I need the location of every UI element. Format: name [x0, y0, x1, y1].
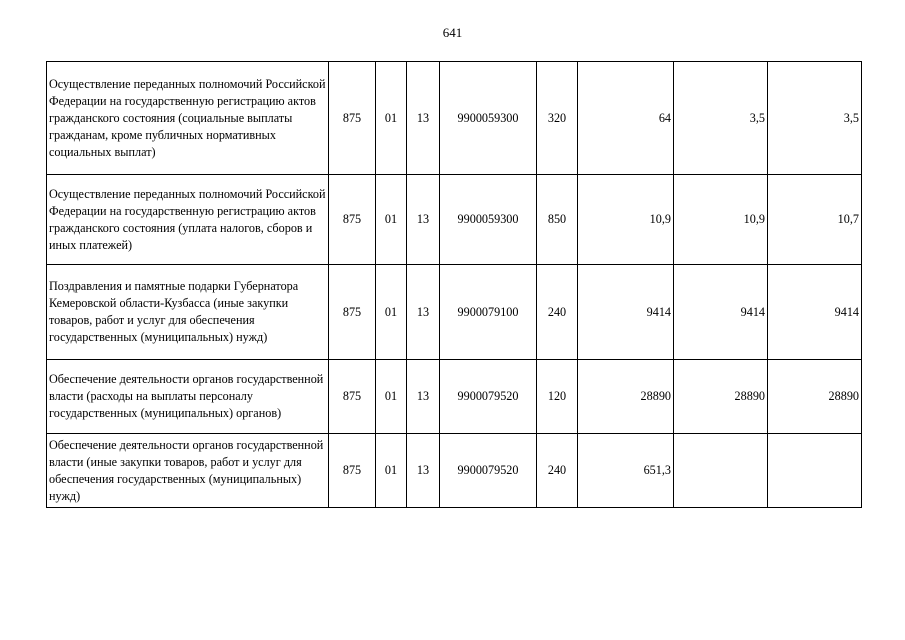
ministry-code: 875 [329, 62, 376, 175]
amount-year-3: 3,5 [768, 62, 862, 175]
section-code: 01 [376, 175, 407, 265]
amount-year-2: 10,9 [674, 175, 768, 265]
expense-type-code: 240 [537, 265, 578, 360]
amount-year-1: 651,3 [578, 434, 674, 508]
table-row [47, 360, 862, 434]
ministry-code: 875 [329, 175, 376, 265]
target-article-code: 9900079100 [440, 265, 537, 360]
amount-year-1: 10,9 [578, 175, 674, 265]
amount-year-2: 9414 [674, 265, 768, 360]
subsection-code: 13 [407, 360, 440, 434]
table-row [47, 265, 862, 360]
expense-description: Обеспечение деятельности органов государственной власти (иные закупки товаров, работ и услуг для обеспечения государственных (муниципальных) нужд) [47, 434, 329, 508]
amount-year-3: 10,7 [768, 175, 862, 265]
subsection-code: 13 [407, 434, 440, 508]
amount-year-3: 9414 [768, 265, 862, 360]
table-row [47, 175, 862, 265]
amount-year-1: 9414 [578, 265, 674, 360]
ministry-code: 875 [329, 360, 376, 434]
subsection-code: 13 [407, 62, 440, 175]
target-article-code: 9900059300 [440, 62, 537, 175]
amount-year-3 [768, 434, 862, 508]
amount-year-3: 28890 [768, 360, 862, 434]
target-article-code: 9900079520 [440, 360, 537, 434]
amount-year-2: 28890 [674, 360, 768, 434]
ministry-code: 875 [329, 434, 376, 508]
expense-description: Поздравления и памятные подарки Губернатора Кемеровской области-Кузбасса (иные закупки товаров, работ и услуг для обеспечения государственных (муниципальных) нужд) [47, 265, 329, 360]
expense-type-code: 120 [537, 360, 578, 434]
amount-year-2: 3,5 [674, 62, 768, 175]
amount-year-1: 28890 [578, 360, 674, 434]
expense-type-code: 240 [537, 434, 578, 508]
expense-description: Осуществление переданных полномочий Российской Федерации на государственную регистрацию актов гражданского состояния (уплата налогов, сборов и иных платежей) [47, 175, 329, 265]
amount-year-2 [674, 434, 768, 508]
section-code: 01 [376, 62, 407, 175]
section-code: 01 [376, 265, 407, 360]
amount-year-1: 64 [578, 62, 674, 175]
target-article-code: 9900079520 [440, 434, 537, 508]
target-article-code: 9900059300 [440, 175, 537, 265]
expense-type-code: 850 [537, 175, 578, 265]
subsection-code: 13 [407, 265, 440, 360]
section-code: 01 [376, 434, 407, 508]
section-code: 01 [376, 360, 407, 434]
table-row [47, 434, 862, 508]
expense-description: Обеспечение деятельности органов государственной власти (расходы на выплаты персоналу государственных (муниципальных) органов) [47, 360, 329, 434]
expense-type-code: 320 [537, 62, 578, 175]
budget-table [46, 61, 862, 508]
table-row [47, 62, 862, 175]
page-number: 641 [442, 25, 463, 40]
expense-description: Осуществление переданных полномочий Российской Федерации на государственную регистрацию актов гражданского состояния (социальные выплаты гражданам, кроме публичных нормативных социальных выплат) [47, 62, 329, 175]
ministry-code: 875 [329, 265, 376, 360]
subsection-code: 13 [407, 175, 440, 265]
